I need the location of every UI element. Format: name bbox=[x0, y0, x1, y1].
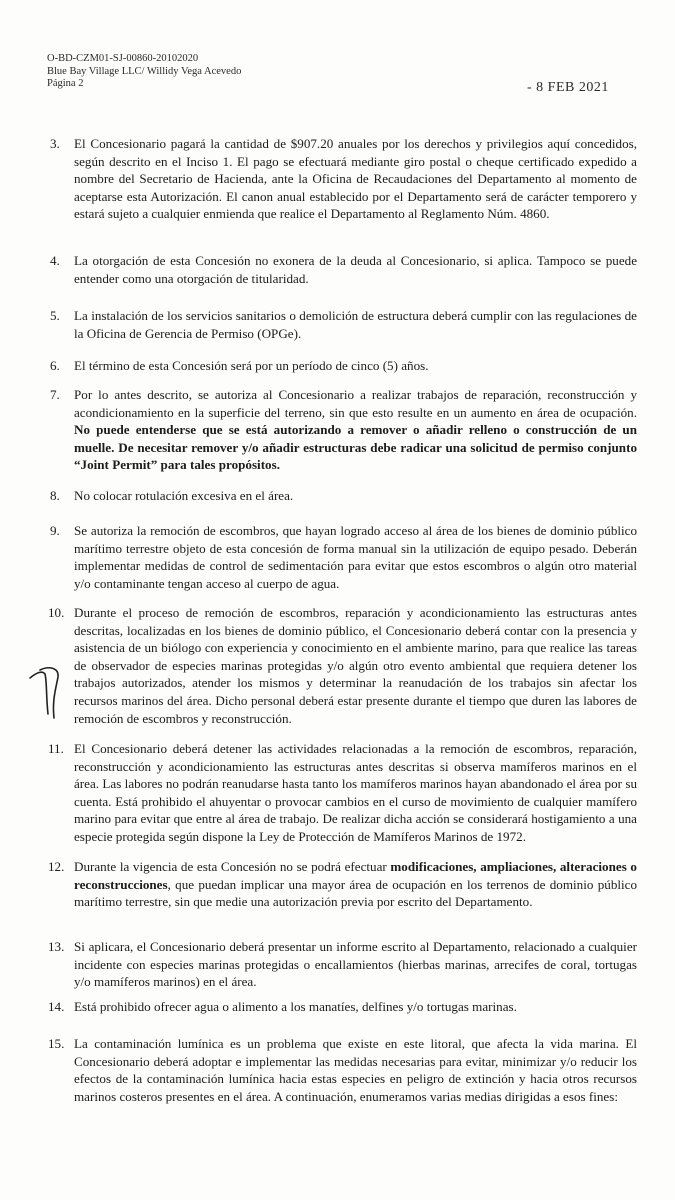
bold-text-segment: No puede entenderse que se está autorizando a remover o añadir relleno o construcción de un muelle. De necesitar remover y/o añadir estructuras debe radicar una solicitud de permiso conjunto “Joint Permit” para tales propósitos. bbox=[74, 422, 637, 473]
paragraph-item bbox=[74, 998, 637, 1016]
text-segment: El término de esta Concesión será por un período de cinco (5) años. bbox=[74, 358, 429, 373]
item-number: 8. bbox=[50, 488, 60, 503]
text-segment: El Concesionario deberá detener las actividades relacionadas a la remoción de escombros, reparación, reconstrucción y acondicionamiento las estructuras antes descritas si observa mamíferos marinos en el área. Las labores no podrán reanudarse hasta tanto los mamíferos marinos hayan abandonado el área por su cuenta. Está prohibido el ahuyentar o provocar cambios en el curso de movimiento de cualquier mamífero marino para evitar que entre al área de trabajo. De realizar dicha acción se considerará hostigamiento a una especie protegida según dispone la Ley de Protección de Mamíferos Marinos de 1972. bbox=[74, 741, 637, 844]
paragraph-item bbox=[74, 740, 637, 846]
item-number: 9. bbox=[50, 523, 60, 538]
paragraph-item bbox=[74, 252, 637, 287]
item-number: 15. bbox=[48, 1036, 65, 1051]
item-number: 13. bbox=[48, 939, 65, 954]
paragraph-item bbox=[74, 1035, 637, 1105]
paragraph-item bbox=[74, 135, 637, 223]
text-segment: Está prohibido ofrecer agua o alimento a los manatíes, delfines y/o tortugas marinas. bbox=[74, 999, 517, 1014]
text-segment: El Concesionario pagará la cantidad de $907.20 anuales por los derechos y privilegios aquí concedidos, según descrito en el Inciso 1. El pago se efectuará mediante giro postal o cheque certificado expedido a nombre del Secretario de Hacienda, ante la Oficina de Recaudaciones del Departamento al momento de aceptarse esta Autorización. El canon anual establecido por el Departamento será de carácter temporero y estará sujeto a cualquier enmienda que realice el Departamento al Reglamento Núm. 4860. bbox=[74, 136, 637, 222]
text-segment: Por lo antes descrito, se autoriza al Concesionario a realizar trabajos de reparación, reconstrucción y acondicionamiento en la superficie del terreno, sin que esto resulte en un aumento en área de ocupación. bbox=[74, 387, 637, 420]
page-label: Página 2 bbox=[47, 78, 84, 89]
item-number: 14. bbox=[48, 999, 65, 1014]
paragraph-item bbox=[74, 487, 637, 505]
text-segment: Durante el proceso de remoción de escombros, reparación y acondicionamiento las estructuras antes descritas, localizadas en los bienes de dominio público, el Concesionario deberá contar con la presencia y asistencia de un biólogo con experiencia y conocimiento en el ambiente marino, para que realice las tareas de observador de especies marinas protegidas y/o algún otro evento ambiental que requiera detener los trabajos autorizados, atender los mismos y determinar la reanudación de los trabajos sin afectar los recursos marinos del área. Dicho personal deberá estar presente durante el tiempo que duren las labores de remoción de escombros y reconstrucción. bbox=[74, 605, 637, 726]
item-number: 6. bbox=[50, 358, 60, 373]
file-number: O-BD-CZM01-SJ-00860-20102020 bbox=[47, 53, 199, 64]
text-segment: No colocar rotulación excesiva en el área. bbox=[74, 488, 294, 503]
paragraph-item bbox=[74, 858, 637, 911]
item-number: 4. bbox=[50, 253, 60, 268]
paragraph-item bbox=[74, 307, 637, 342]
text-segment: La instalación de los servicios sanitarios o demolición de estructura deberá cumplir con las regulaciones de la Oficina de Gerencia de Permiso (OPGe). bbox=[74, 308, 637, 341]
handwritten-margin-mark bbox=[26, 664, 66, 724]
item-number: 10. bbox=[48, 605, 65, 620]
bold-text-segment: modificaciones, ampliaciones, alteraciones o reconstrucciones bbox=[74, 859, 637, 892]
text-segment: Si aplicara, el Concesionario deberá presentar un informe escrito al Departamento, relacionado a cualquier incidente con especies marinas protegidas o encallamientos (hierbas marinas, arrecifes de coral, tortugas y/o mamíferos marinos) en el área. bbox=[74, 939, 637, 990]
party-names: Blue Bay Village LLC/ Willidy Vega Acevedo bbox=[47, 65, 242, 77]
paragraph-item bbox=[74, 357, 637, 375]
item-number: 3. bbox=[50, 136, 60, 151]
paragraph-item bbox=[74, 522, 637, 592]
paragraph-item bbox=[74, 386, 637, 474]
item-number: 5. bbox=[50, 308, 60, 323]
text-segment: La contaminación lumínica es un problema que existe en este litoral, que afecta la vida marina. El Concesionario deberá adoptar e implementar las medidas necesarias para evitar, minimizar y/o reducir los efectos de la contaminación lumínica hacia estas especies en peligro de extinción y hacia otros recursos marinos costeros presentes en el área. A continuación, enumeramos varias medias dirigidas a esos fines: bbox=[74, 1036, 637, 1104]
text-segment: Durante la vigencia de esta Concesión no se podrá efectuar bbox=[74, 859, 391, 874]
document-header bbox=[47, 53, 241, 91]
paragraph-item bbox=[74, 938, 637, 991]
text-segment: Se autoriza la remoción de escombros, que hayan logrado acceso al área de los bienes de dominio público marítimo terrestre objeto de esta concesión de forma manual sin la utilización de equipo pesado. Deberán implementar medidas de control de sedimentación para evitar que estos escombros o algún otro material y/o contaminante tengan acceso al cuerpo de agua. bbox=[74, 523, 637, 591]
text-segment: , que puedan implicar una mayor área de ocupación en los terrenos de dominio público marítimo terrestre, sin que medie una autorización previa por escrito del Departamento. bbox=[74, 876, 637, 910]
item-number: 7. bbox=[50, 387, 60, 402]
paragraph-item bbox=[74, 604, 637, 727]
item-number: 11. bbox=[48, 741, 64, 756]
text-segment: La otorgación de esta Concesión no exonera de la deuda al Concesionario, si aplica. Tampoco se puede entender como una otorgación de titularidad. bbox=[74, 253, 637, 286]
item-number: 12. bbox=[48, 859, 65, 874]
date-stamp: - 8 FEB 2021 bbox=[527, 80, 609, 95]
